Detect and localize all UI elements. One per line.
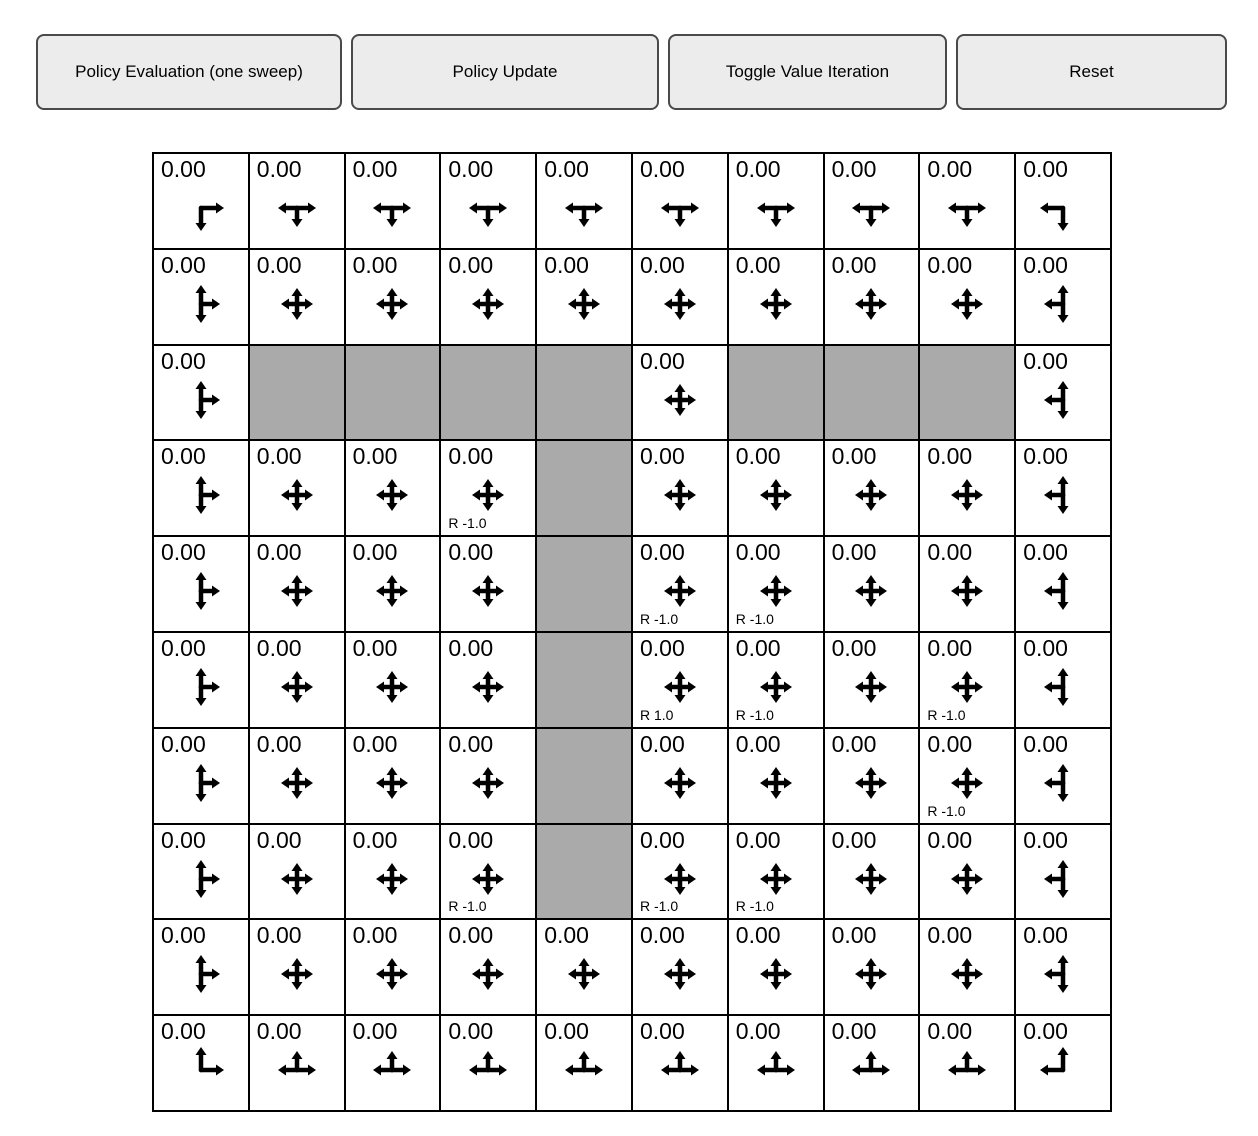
cell-value: 0.00 [640,156,685,182]
cell-value: 0.00 [831,826,877,853]
policy-arrow-up-down-left-right-icon [847,471,895,519]
grid-cell [250,825,344,919]
grid-cell [825,825,919,919]
cell-value: 0.00 [448,635,494,661]
cell-value: 0.00 [831,539,877,566]
grid-cell [633,729,727,823]
cell-value: 0.00 [831,443,877,470]
cell-value: 0.00 [831,922,877,949]
cell-value: 0.00 [927,922,973,949]
policy-arrow-up-down-left-right-icon [656,280,704,328]
policy-arrow-up-down-left-right-icon [368,950,416,998]
grid-cell [346,920,440,1014]
grid-cell [1016,441,1110,535]
grid-cell [537,250,631,344]
cell-value: 0.00 [448,826,494,853]
cell-value: 0.00 [448,443,494,470]
gridworld-grid [152,152,1112,1112]
grid-cell [537,1016,631,1110]
cell-value: 0.00 [1023,635,1068,661]
grid-cell [920,920,1014,1014]
cell-value: 0.00 [640,730,685,757]
cell-value: 0.00 [448,251,494,278]
policy-arrow-up-down-left-right-icon [943,759,991,807]
cell-reward-label: R -1.0 [735,898,774,915]
policy-arrow-up-down-left-right-icon [368,855,416,903]
grid-cell [250,633,344,727]
cell-value: 0.00 [448,1018,494,1045]
policy-arrow-up-down-left-right-icon [752,855,800,903]
wall-cell [537,537,631,631]
policy-arrow-up-right-icon [177,1046,225,1094]
policy-arrow-up-down-left-right-icon [656,950,704,998]
policy-arrow-up-down-left-right-icon [273,471,321,519]
cell-value: 0.00 [831,635,877,661]
cell-value: 0.00 [161,251,206,278]
grid-cell [920,729,1014,823]
wall-cell [537,633,631,727]
grid-cell [825,154,919,248]
cell-value: 0.00 [735,730,781,757]
policy-arrow-left-right-up-icon [464,1046,512,1094]
cell-value: 0.00 [1023,251,1068,278]
grid-cell [825,441,919,535]
cell-value: 0.00 [544,251,589,278]
cell-value: 0.00 [161,347,206,374]
grid-cell [729,1016,823,1110]
grid-cell [154,154,248,248]
policy-arrow-up-down-left-right-icon [273,663,321,711]
cell-value: 0.00 [1023,730,1068,757]
policy-arrow-up-down-left-right-icon [560,950,608,998]
policy-arrow-up-down-left-right-icon [273,950,321,998]
policy-arrow-up-down-left-right-icon [752,567,800,615]
grid-cell [154,250,248,344]
grid-cell [441,1016,535,1110]
grid-cell [729,537,823,631]
cell-value: 0.00 [831,251,877,278]
policy-arrow-up-down-right-icon [177,855,225,903]
cell-value: 0.00 [352,826,398,853]
cell-value: 0.00 [640,539,685,566]
policy-arrow-up-down-left-right-icon [273,855,321,903]
grid-cell [633,250,727,344]
policy-arrow-up-down-left-right-icon [273,567,321,615]
grid-cell [729,729,823,823]
policy-arrow-up-down-left-right-icon [752,280,800,328]
grid-cell [154,633,248,727]
policy-arrow-up-down-left-right-icon [656,376,704,424]
cell-value: 0.00 [161,1018,206,1045]
policy-arrow-left-right-up-icon [752,1046,800,1094]
grid-cell [441,537,535,631]
policy-arrow-up-down-left-right-icon [368,471,416,519]
cell-value: 0.00 [256,443,302,470]
grid-cell [537,154,631,248]
cell-value: 0.00 [448,539,494,566]
policy-arrow-up-down-left-right-icon [464,280,512,328]
wall-cell [346,346,440,440]
grid-cell [346,250,440,344]
grid-cell [920,825,1014,919]
grid-cell [250,441,344,535]
policy-arrow-up-down-left-right-icon [464,950,512,998]
cell-value: 0.00 [1023,539,1068,566]
grid-cell [346,154,440,248]
cell-reward-label: R -1.0 [735,611,774,627]
policy-arrow-up-left-icon [1039,1046,1087,1094]
grid-cell [1016,346,1110,440]
grid-cell [1016,1016,1110,1110]
policy-arrow-up-down-left-icon [1039,471,1087,519]
cell-value: 0.00 [735,1018,781,1045]
grid-cell [154,1016,248,1110]
policy-arrow-up-down-left-icon [1039,950,1087,998]
grid-cell [633,154,727,248]
grid-cell [1016,250,1110,344]
cell-value: 0.00 [735,251,781,278]
grid-cell [537,920,631,1014]
policy-arrow-left-right-down-icon [943,184,991,232]
policy-arrow-up-down-right-icon [177,280,225,328]
grid-cell [250,1016,344,1110]
policy-arrow-left-right-down-icon [752,184,800,232]
policy-arrow-up-down-right-icon [177,950,225,998]
cell-value: 0.00 [352,539,398,566]
policy-arrow-up-down-left-right-icon [847,280,895,328]
cell-value: 0.00 [161,826,206,853]
grid-cell [825,633,919,727]
grid-cell [154,537,248,631]
grid-cell [1016,537,1110,631]
cell-value: 0.00 [927,730,973,757]
cell-value: 0.00 [352,922,398,949]
cell-value: 0.00 [927,539,973,566]
policy-arrow-up-down-left-icon [1039,567,1087,615]
cell-value: 0.00 [161,156,206,182]
wall-cell [537,346,631,440]
cell-value: 0.00 [256,730,302,757]
cell-reward-label: R -1.0 [640,611,679,627]
cell-value: 0.00 [161,730,206,757]
grid-cell [633,346,727,440]
grid-cell [250,154,344,248]
policy-arrow-up-down-left-right-icon [656,855,704,903]
cell-value: 0.00 [352,251,398,278]
grid-cell [920,537,1014,631]
toggle-value-iteration-button[interactable]: Toggle Value Iteration [668,34,947,110]
policy-arrow-up-down-left-right-icon [752,950,800,998]
policy-arrow-left-right-down-icon [847,184,895,232]
policy-arrow-right-down-icon [177,184,225,232]
grid-cell [154,920,248,1014]
policy-arrow-left-right-up-icon [656,1046,704,1094]
cell-value: 0.00 [831,730,877,757]
grid-cell [920,154,1014,248]
policy-arrow-left-right-up-icon [368,1046,416,1094]
cell-value: 0.00 [161,922,206,949]
policy-arrow-up-down-left-right-icon [847,567,895,615]
cell-value: 0.00 [1023,443,1068,470]
grid-cell [154,346,248,440]
policy-arrow-up-down-left-right-icon [847,759,895,807]
cell-value: 0.00 [161,443,206,470]
cell-value: 0.00 [256,1018,302,1045]
policy-arrow-up-down-left-right-icon [752,759,800,807]
grid-cell [441,729,535,823]
grid-cell [1016,633,1110,727]
grid-cell [920,1016,1014,1110]
grid-cell [441,633,535,727]
cell-value: 0.00 [352,730,398,757]
policy-arrow-up-down-left-icon [1039,280,1087,328]
grid-cell [729,825,823,919]
cell-value: 0.00 [1023,826,1068,853]
grid-cell [729,250,823,344]
grid-cell [729,154,823,248]
policy-arrow-up-down-right-icon [177,663,225,711]
grid-cell [346,441,440,535]
policy-arrow-up-down-left-right-icon [368,663,416,711]
grid-cell [633,920,727,1014]
policy-arrow-up-down-left-right-icon [656,663,704,711]
grid-cell [154,825,248,919]
policy-arrow-left-right-up-icon [560,1046,608,1094]
cell-value: 0.00 [544,922,589,949]
cell-reward-label: R -1.0 [735,706,774,723]
cell-value: 0.00 [256,635,302,661]
cell-value: 0.00 [448,730,494,757]
policy-arrow-up-down-left-right-icon [656,471,704,519]
policy-arrow-up-down-left-right-icon [560,280,608,328]
cell-value: 0.00 [927,1018,973,1045]
cell-value: 0.00 [161,539,206,566]
grid-cell [154,729,248,823]
policy-arrow-up-down-left-right-icon [368,567,416,615]
policy-arrow-up-down-left-right-icon [943,471,991,519]
policy-arrow-up-down-right-icon [177,376,225,424]
grid-cell [250,250,344,344]
grid-cell [441,250,535,344]
cell-value: 0.00 [448,156,494,182]
wall-cell [920,346,1014,440]
grid-cell [1016,729,1110,823]
policy-arrow-up-down-left-icon [1039,855,1087,903]
grid-cell [1016,825,1110,919]
policy-arrow-up-down-right-icon [177,471,225,519]
cell-value: 0.00 [831,156,877,182]
cell-value: 0.00 [640,251,685,278]
grid-cell [729,633,823,727]
cell-value: 0.00 [161,635,206,661]
cell-value: 0.00 [735,922,781,949]
policy-arrow-up-down-left-right-icon [943,855,991,903]
grid-cell [825,729,919,823]
cell-value: 0.00 [927,156,973,182]
policy-arrow-left-right-up-icon [273,1046,321,1094]
grid-cell [346,729,440,823]
cell-value: 0.00 [1023,1018,1068,1045]
cell-reward-label: R -1.0 [448,515,487,532]
reset-button[interactable]: Reset [956,34,1227,110]
policy-evaluation-button[interactable]: Policy Evaluation (one sweep) [36,34,342,110]
policy-arrow-up-down-left-right-icon [273,280,321,328]
policy-arrow-up-down-left-icon [1039,663,1087,711]
cell-value: 0.00 [735,443,781,470]
grid-cell [250,920,344,1014]
policy-arrow-up-down-left-right-icon [847,663,895,711]
wall-cell [537,825,631,919]
grid-cell [633,537,727,631]
policy-arrow-up-down-left-right-icon [464,855,512,903]
grid-cell [346,1016,440,1110]
policy-arrow-up-down-left-right-icon [656,567,704,615]
cell-value: 0.00 [352,443,398,470]
grid-cell [920,441,1014,535]
grid-cell [441,920,535,1014]
cell-value: 0.00 [640,826,685,853]
policy-arrow-up-down-left-right-icon [943,567,991,615]
cell-value: 0.00 [1023,347,1068,374]
policy-arrow-left-right-down-icon [560,184,608,232]
cell-value: 0.00 [640,347,685,374]
policy-arrow-up-down-left-right-icon [464,567,512,615]
cell-reward-label: R -1.0 [927,802,966,819]
grid-cell [825,1016,919,1110]
policy-arrow-left-right-down-icon [656,184,704,232]
policy-arrow-up-down-left-right-icon [752,663,800,711]
policy-arrow-left-right-up-icon [943,1046,991,1094]
wall-cell [825,346,919,440]
policy-arrow-up-down-left-right-icon [943,950,991,998]
grid-cell [825,537,919,631]
cell-value: 0.00 [735,539,781,566]
wall-cell [441,346,535,440]
cell-value: 0.00 [256,251,302,278]
cell-value: 0.00 [352,635,398,661]
grid-cell [346,825,440,919]
cell-value: 0.00 [735,826,781,853]
policy-arrow-left-right-down-icon [464,184,512,232]
cell-reward-label: R -1.0 [640,898,679,915]
grid-cell [154,441,248,535]
wall-cell [250,346,344,440]
grid-cell [441,154,535,248]
cell-value: 0.00 [256,826,302,853]
cell-value: 0.00 [256,156,302,182]
grid-cell [441,441,535,535]
cell-value: 0.00 [256,539,302,566]
policy-arrow-up-down-left-right-icon [464,471,512,519]
policy-arrow-up-down-left-right-icon [464,663,512,711]
cell-reward-label: R -1.0 [927,706,966,723]
cell-reward-label: R -1.0 [448,898,487,915]
cell-value: 0.00 [927,251,973,278]
cell-value: 0.00 [640,922,685,949]
cell-value: 0.00 [927,443,973,470]
policy-arrow-up-down-left-right-icon [847,950,895,998]
cell-value: 0.00 [544,1018,589,1045]
policy-arrow-up-down-right-icon [177,567,225,615]
policy-update-button[interactable]: Policy Update [351,34,659,110]
policy-arrow-up-down-left-right-icon [752,471,800,519]
wall-cell [537,729,631,823]
grid-cell [633,1016,727,1110]
grid-cell [633,633,727,727]
policy-arrow-up-down-left-icon [1039,376,1087,424]
policy-arrow-up-down-left-right-icon [656,759,704,807]
grid-cell [920,633,1014,727]
grid-cell [729,441,823,535]
cell-value: 0.00 [831,1018,877,1045]
grid-cell [729,920,823,1014]
policy-arrow-left-down-icon [1039,184,1087,232]
policy-arrow-up-down-left-right-icon [847,855,895,903]
cell-value: 0.00 [1023,922,1068,949]
cell-value: 0.00 [927,635,973,661]
cell-value: 0.00 [927,826,973,853]
cell-value: 0.00 [352,156,398,182]
cell-value: 0.00 [640,1018,685,1045]
cell-value: 0.00 [1023,156,1068,182]
policy-arrow-up-down-left-icon [1039,759,1087,807]
policy-arrow-up-down-left-right-icon [943,280,991,328]
grid-cell [441,825,535,919]
toolbar [36,34,1227,110]
cell-value: 0.00 [544,156,589,182]
policy-arrow-up-down-left-right-icon [943,663,991,711]
policy-arrow-up-down-left-right-icon [368,280,416,328]
cell-value: 0.00 [735,156,781,182]
cell-reward-label: R 1.0 [640,706,674,723]
grid-cell [633,441,727,535]
grid-cell [825,250,919,344]
policy-arrow-up-down-left-right-icon [273,759,321,807]
policy-arrow-up-down-left-right-icon [464,759,512,807]
cell-value: 0.00 [735,635,781,661]
policy-arrow-up-down-left-right-icon [368,759,416,807]
wall-cell [537,441,631,535]
grid-cell [825,920,919,1014]
policy-arrow-left-right-up-icon [847,1046,895,1094]
grid-cell [346,537,440,631]
policy-arrow-left-right-down-icon [368,184,416,232]
grid-cell [920,250,1014,344]
grid-cell [1016,154,1110,248]
grid-cell [346,633,440,727]
grid-cell [250,729,344,823]
wall-cell [729,346,823,440]
grid-cell [250,537,344,631]
policy-arrow-left-right-down-icon [273,184,321,232]
cell-value: 0.00 [640,635,685,661]
cell-value: 0.00 [640,443,685,470]
grid-cell [633,825,727,919]
cell-value: 0.00 [352,1018,398,1045]
policy-arrow-up-down-right-icon [177,759,225,807]
cell-value: 0.00 [256,922,302,949]
grid-cell [1016,920,1110,1014]
cell-value: 0.00 [448,922,494,949]
